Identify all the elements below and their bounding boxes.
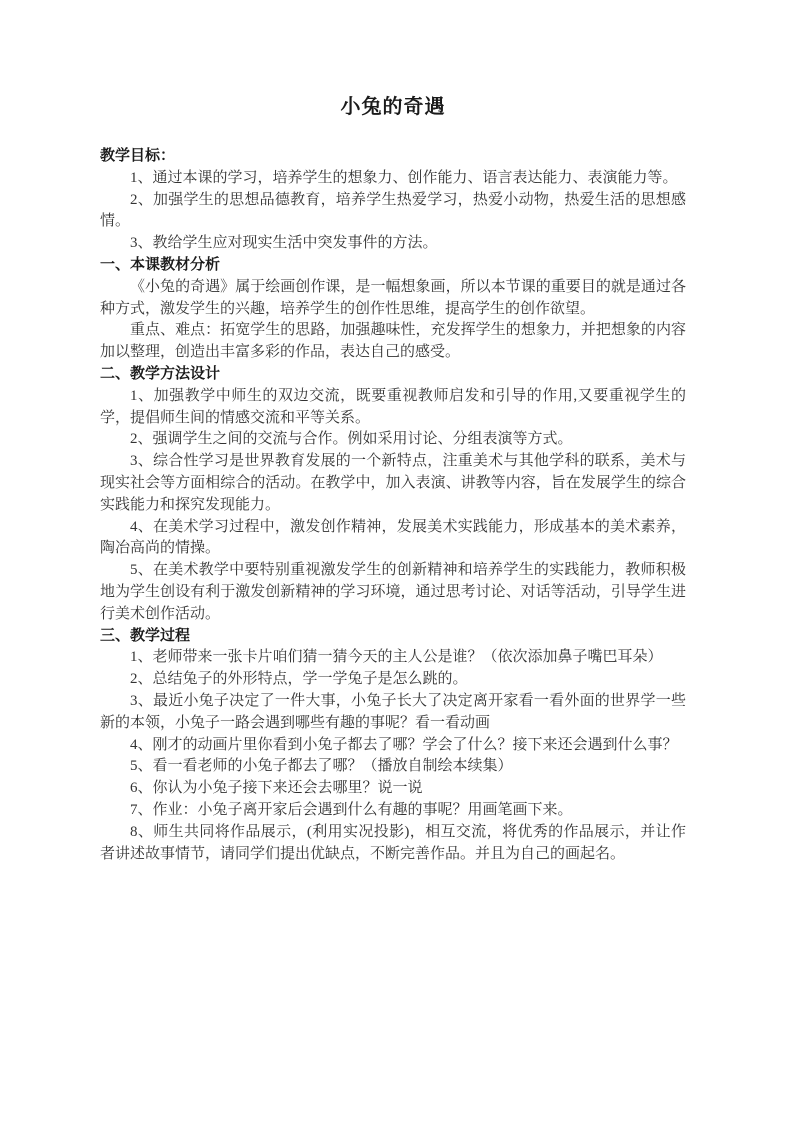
document-title: 小兔的奇遇: [340, 96, 446, 118]
method-item-5: 5、在美术教学中要特别重视激发学生的创新精神和培养学生的实践能力，教师积极地为学生创设有利于激发创新精神的学习环境，通过思考讨论、对话等活动，引导学生进行美术创作活动。: [100, 562, 686, 622]
method-item-3: 3、综合性学习是世界教育发展的一个新特点，注重美术与其他学科的联系，美术与现实社会等方面相综合的活动。在教学中，加入表演、讲教等内容，旨在发展学生的综合实践能力和探究发现能力。: [100, 453, 686, 513]
process-item-3: 3、最近小兔子决定了一件大事，小兔子长大了决定离开家看一看外面的世界学一些新的本领，小兔子一路会遇到哪些有趣的事呢？看一看动画: [100, 692, 686, 731]
process-item-2: 2、总结兔子的外形特点，学一学兔子是怎么跳的。: [130, 671, 468, 688]
objective-item-1: 1、通过本课的学习，培养学生的想象力、创作能力、语言表达能力、表演能力等。: [130, 169, 678, 186]
process-item-1: 1、老师带来一张卡片咱们猜一猜今天的主人公是谁？（依次添加鼻子嘴巴耳朵）: [130, 649, 663, 666]
heading-teaching-process: 三、教学过程: [100, 627, 191, 644]
heading-teaching-objectives: 教学目标：: [100, 148, 176, 164]
process-item-7: 7、作业：小兔子离开家后会遇到什么有趣的事呢？用画笔画下来。: [130, 801, 573, 818]
method-item-4: 4、在美术学习过程中，激发创作精神，发展美术实践能力，形成基本的美术素养，陶冶高尚的情操。: [100, 518, 686, 557]
process-item-6: 6、你认为小兔子接下来还会去哪里？说一说: [130, 780, 423, 797]
objective-item-3: 3、教给学生应对现实生活中突发事件的方法。: [130, 235, 438, 252]
heading-teaching-methods: 二、教学方法设计: [100, 365, 221, 382]
process-item-5: 5、看一看老师的小兔子都去了哪？（播放自制绘本续集）: [130, 758, 513, 775]
analysis-paragraph: 《小兔的奇遇》属于绘画创作课，是一幅想象画，所以本节课的重要目的就是通过各种方式，激发学生的兴趣，培养学生的创作性思维，提高学生的创作欲望。: [100, 278, 686, 317]
method-item-1: 1、加强教学中师生的双边交流，既要重视教师启发和引导的作用,又要重视学生的学，提倡师生间的情感交流和平等关系。: [100, 387, 686, 426]
key-difficulty-paragraph: 重点、难点：拓宽学生的思路，加强趣味性，充发挥学生的想象力，并把想象的内容加以整理，创造出丰富多彩的作品，表达自己的感受。: [100, 322, 686, 361]
heading-material-analysis: 一、本课教材分析: [100, 256, 221, 273]
objective-item-2: 2、加强学生的思想品德教育，培养学生热爱学习，热爱小动物，热爱生活的思想感情。: [100, 191, 686, 230]
method-item-2: 2、强调学生之间的交流与合作。例如采用讨论、分组表演等方式。: [130, 431, 573, 448]
process-item-4: 4、刚才的动画片里你看到小兔子都去了哪？学会了什么？接下来还会遇到什么事？: [130, 736, 678, 753]
process-item-8: 8、师生共同将作品展示，(利用实况投影)，相互交流，将优秀的作品展示，并让作者讲述故事情节，请同学们提出优缺点，不断完善作品。并且为自己的画起名。: [100, 823, 686, 862]
